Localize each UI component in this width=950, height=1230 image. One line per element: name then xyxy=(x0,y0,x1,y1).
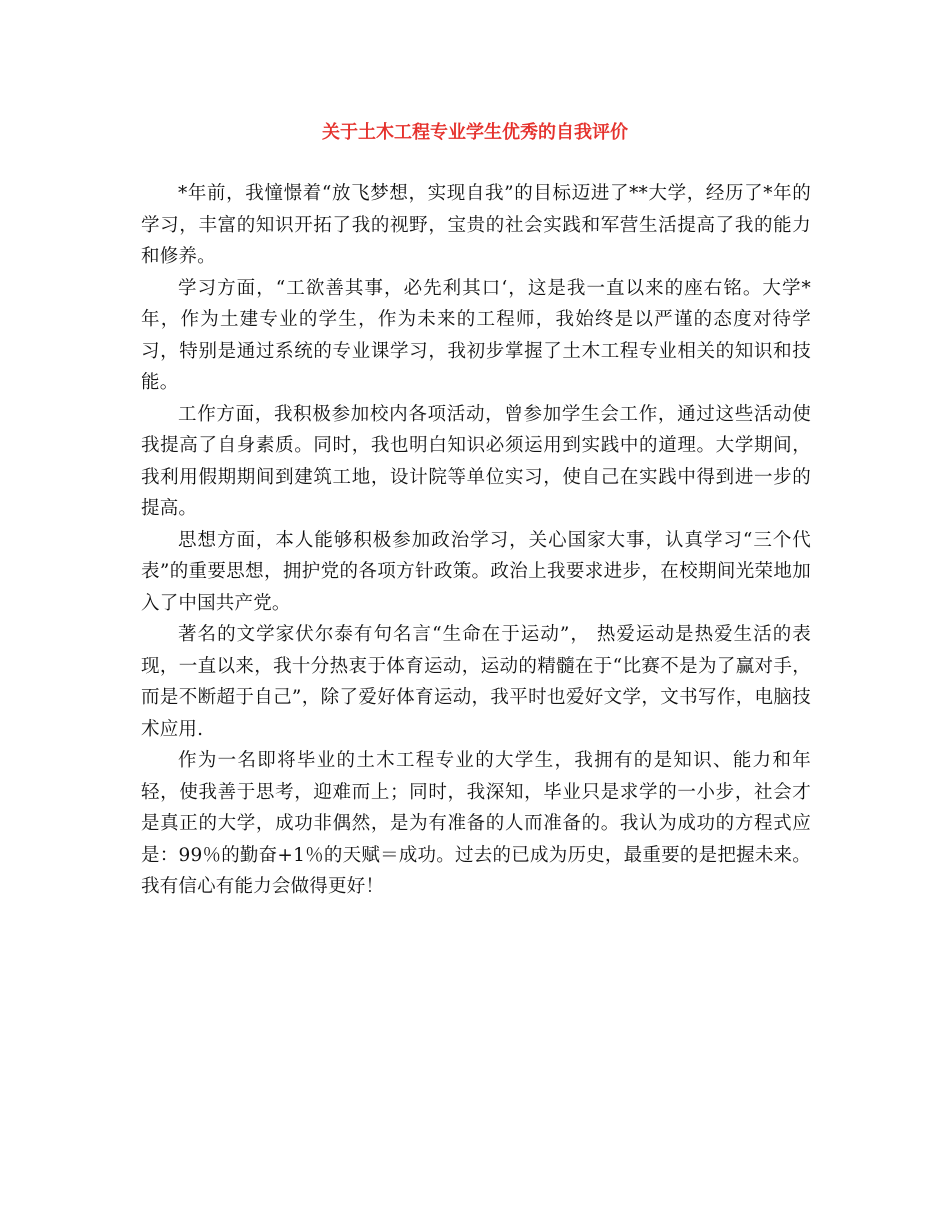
paragraph-thought: 思想方面，本人能够积极参加政治学习，关心国家大事，认真学习“三个代表”的重要思想，拥护党的各项方针政策。政治上我要求进步，在校期间光荣地加入了中国共产党。 xyxy=(141,529,811,614)
paragraph-work: 工作方面，我积极参加校内各项活动，曾参加学生会工作，通过这些活动使我提高了自身素质。同时，我也明白知识必须运用到实践中的道理。大学期间，我利用假期期间到建筑工地，设计院等单位实习，使自己在实践中得到进一步的提高。 xyxy=(141,403,811,519)
paragraph-study: 学习方面，“工欲善其事，必先利其口‘，这是我一直以来的座右铭。大学*年，作为土建专业的学生，作为未来的工程师，我始终是以严谨的态度对待学习，特别是通过系统的专业课学习，我初步掌握了土木工程专业相关的知识和技能。 xyxy=(141,277,811,393)
paragraph-hobbies: 著名的文学家伏尔泰有句名言“生命在于运动”， 热爱运动是热爱生活的表现，一直以来，我十分热衷于体育运动，运动的精髓在于“比赛不是为了赢对手，而是不断超于自己”，除了爱好体育运动，我平时也爱好文学，文书写作，电脑技术应用. xyxy=(141,624,811,740)
paragraph-conclusion: 作为一名即将毕业的土木工程专业的大学生，我拥有的是知识、能力和年轻，使我善于思考，迎难而上；同时，我深知，毕业只是求学的一小步，社会才是真正的大学，成功非偶然，是为有准备的人而准备的。我认为成功的方程式应是：99％的勤奋+1％的天赋＝成功。过去的已成为历史，最重要的是把握未来。我有信心有能力会做得更好！ xyxy=(141,750,811,897)
document-title: 关于土木工程专业学生优秀的自我评价 xyxy=(322,122,628,143)
paragraph-intro: *年前，我憧憬着“放飞梦想，实现自我”的目标迈进了**大学，经历了*年的学习，丰富的知识开拓了我的视野，宝贵的社会实践和军营生活提高了我的能力和修养。 xyxy=(141,183,811,267)
document-body xyxy=(141,178,811,903)
